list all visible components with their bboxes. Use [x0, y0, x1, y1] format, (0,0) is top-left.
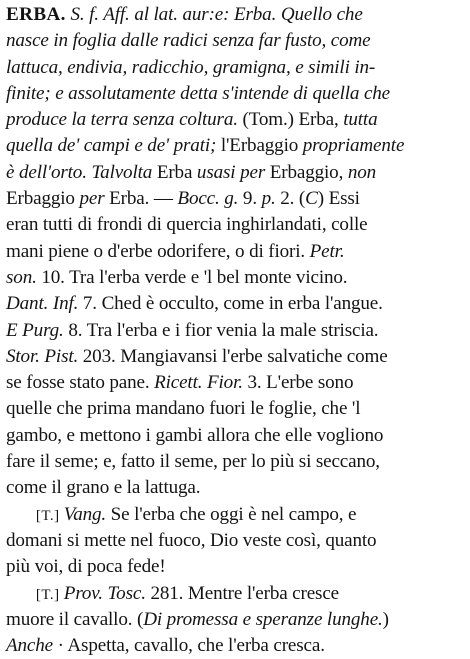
- text-run: nasce in foglia dalle radici senza far fusto, come: [6, 30, 371, 52]
- text-run: 203. Mangiavansi l'erbe salvatiche come: [78, 345, 388, 367]
- text-run: quella de' campi e de' prati;: [6, 135, 217, 157]
- text-run: Dant. Inf.: [6, 293, 79, 315]
- text-run: fare il seme; e, fatto il seme, per lo più si seccano,: [6, 451, 380, 473]
- text-run: muore il cavallo. (: [6, 608, 144, 630]
- text-run: domani si mette nel fuoco, Dio veste così, quanto: [6, 529, 377, 551]
- entry-line: [6, 344, 464, 370]
- entry-line: [6, 239, 464, 265]
- entry-line: [6, 212, 464, 238]
- text-run: 10. Tra l'erba verde e 'l bel monte vicino.: [36, 266, 348, 288]
- entry-line: [6, 186, 464, 212]
- text-run: (Tom.) Erba,: [237, 109, 344, 131]
- text-run: Ricett. Fior.: [154, 372, 243, 394]
- entry-line: [6, 581, 464, 607]
- text-run: 8. Tra l'erba e i fior venia la male striscia.: [63, 319, 379, 341]
- text-run: 3. L'erbe sono: [242, 372, 354, 394]
- text-run: eran tutti di frondi di quercia inghirlandati, colle: [6, 214, 368, 236]
- text-run: più voi, di poca fede!: [6, 556, 166, 578]
- text-run: S. f. Aff.: [70, 4, 130, 25]
- entry-line: [6, 396, 464, 422]
- entry-line: [6, 28, 464, 54]
- entry-line: [6, 423, 464, 449]
- text-run: Prov. Tosc.: [63, 582, 146, 604]
- text-run: p.: [261, 188, 276, 210]
- entry-line: [6, 291, 464, 317]
- text-run: 7. Ched è occulto, come in erba l'angue.: [78, 293, 383, 315]
- entry-line: [6, 318, 464, 344]
- text-run: 2. (: [275, 188, 306, 210]
- entry-line: [6, 265, 464, 291]
- text-run: Erba. —: [104, 188, 178, 210]
- text-run: usasi per: [196, 161, 266, 183]
- text-run: Petr.: [309, 240, 345, 262]
- text-run: gambo, e mettono i gambi allora che elle vogliono: [6, 424, 384, 446]
- text-run: Stor. Pist.: [6, 345, 79, 367]
- entry-line: [6, 475, 464, 501]
- text-run: Erba: [152, 161, 197, 183]
- text-run: Se l'erba che oggi è nel campo, e: [106, 503, 357, 525]
- text-run: 281. Mentre l'erba cresce: [145, 582, 339, 604]
- entry-line: [6, 370, 464, 396]
- text-run: aur:e: Erba.: [182, 4, 277, 25]
- entry-line: [6, 633, 464, 659]
- text-run: lattuca, endivia, radicchio, gramigna, e simili in-: [6, 56, 376, 78]
- entry-line: [6, 449, 464, 475]
- entry-line: [6, 107, 464, 133]
- text-run: se fosse stato pane.: [6, 372, 155, 394]
- text-run: quelle che prima mandano fuori le foglie, che 'l: [6, 398, 361, 420]
- text-run: l'Erbaggio: [216, 135, 303, 157]
- text-run: al lat.: [134, 4, 178, 25]
- text-run: produce la terra senza coltura.: [6, 109, 238, 131]
- text-run: ): [382, 608, 389, 630]
- text-run: finite; e assolutamente detta s'intende di quella che: [6, 82, 391, 104]
- text-run: è dell'orto. Talvolta: [6, 161, 153, 183]
- dictionary-entry-erba: [6, 2, 466, 659]
- text-run: come il grano e la lattuga.: [6, 477, 201, 499]
- text-run: [T.]: [35, 586, 64, 603]
- text-run: ) Essi: [317, 188, 360, 210]
- text-run: non: [347, 161, 377, 183]
- text-run: Erbaggio,: [265, 161, 348, 183]
- text-run: propriamente: [302, 135, 405, 157]
- entry-line: [6, 55, 464, 81]
- entry-line: [6, 607, 464, 633]
- text-run: Bocc. g.: [177, 188, 239, 210]
- entry-line: [6, 160, 464, 186]
- text-run: [T.]: [35, 507, 64, 524]
- text-run: Anche: [6, 635, 54, 657]
- text-run: · Aspetta, cavallo, che l'erba cresca.: [53, 635, 325, 657]
- entry-line: [6, 554, 464, 580]
- text-run: son.: [6, 266, 37, 288]
- text-run: 9.: [238, 188, 262, 210]
- entry-line: [6, 502, 464, 528]
- text-run: Quello che: [280, 4, 363, 25]
- text-run: Erbaggio: [6, 188, 80, 210]
- text-run: per: [79, 188, 105, 210]
- text-run: Di promessa e speranze lunghe.: [143, 608, 383, 630]
- entry-line: [6, 528, 464, 554]
- text-run: mani piene o d'erbe odorifere, o di fiori.: [6, 240, 310, 262]
- entry-line: [6, 133, 464, 159]
- headword: ERBA.: [6, 4, 66, 25]
- entry-line: [6, 81, 464, 107]
- text-run: Vang.: [63, 503, 107, 525]
- text-run: C: [305, 188, 318, 210]
- text-run: tutta: [343, 109, 378, 131]
- entry-line: [6, 2, 464, 28]
- text-run: E Purg.: [6, 319, 64, 341]
